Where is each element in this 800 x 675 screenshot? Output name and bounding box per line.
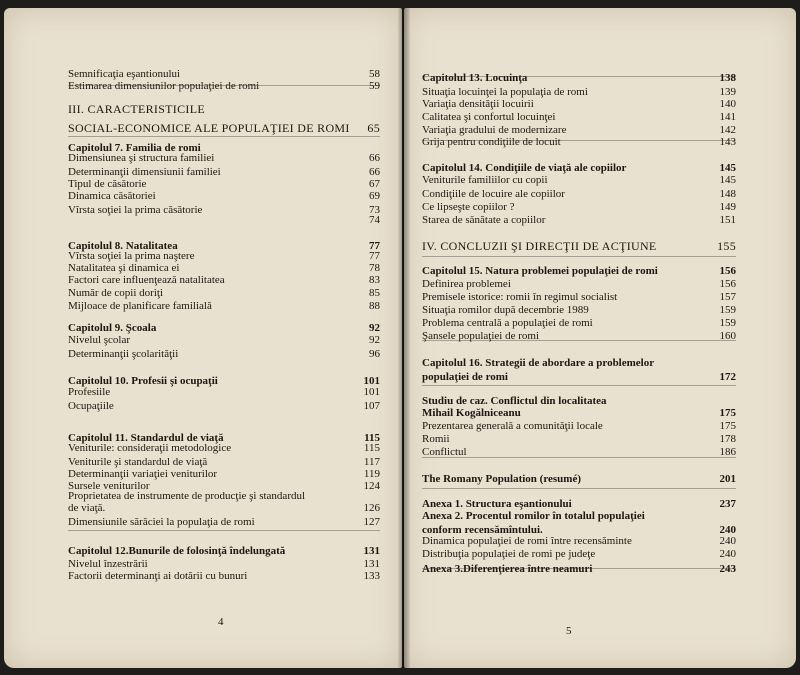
toc-entry-page: 157 — [719, 291, 736, 303]
toc-entry-title: Starea de sănătate a copiilor — [422, 214, 546, 226]
toc-entry-page: 141 — [719, 111, 736, 123]
toc-entry-title: Capitolul 10. Profesii şi ocupaţii — [68, 375, 218, 387]
toc-entry-page: 133 — [363, 570, 380, 582]
toc-entry-title: The Romany Population (resumé) — [422, 473, 581, 485]
toc-entry-title: Capitolul 16. Strategii de abordare a problemelor — [422, 357, 655, 369]
toc-entry-page: 237 — [719, 498, 736, 510]
toc-entry-title: Capitolul 15. Natura problemei populaţiei de romi — [422, 265, 658, 277]
toc-entry-page: 140 — [719, 98, 736, 110]
toc-entry-title: Definirea problemei — [422, 278, 511, 290]
toc-entry-title: Situaţia romilor după decembrie 1989 — [422, 304, 589, 316]
toc-entry-title: Determinanţii şcolarităţii — [68, 348, 179, 360]
toc-entry-title: Dinamica căsătoriei — [68, 190, 156, 202]
toc-entry-page: 88 — [369, 300, 380, 312]
toc-entry-page: 156 — [719, 265, 736, 277]
toc-entry-title: conform recensămîntului. — [422, 524, 543, 536]
toc-entry-page: 124 — [363, 480, 380, 492]
right-page-number: 5 — [566, 625, 572, 637]
toc-entry-title: Veniturile familiilor cu copii — [422, 174, 548, 186]
toc-entry-title: Factorii determinanţi ai dotării cu bunuri — [68, 570, 248, 582]
toc-entry-title: Capitolul 8. Natalitatea — [68, 240, 178, 252]
toc-entry-title: Capitolul 9. Şcoala — [68, 322, 157, 334]
toc-entry-title: Dimensiunile sărăciei la populaţia de romi — [68, 516, 255, 528]
toc-entry-page: 178 — [719, 433, 736, 445]
toc-entry-title: populaţiei de romi — [422, 371, 508, 383]
toc-entry-title: Semnificaţia eşantionului — [68, 68, 181, 80]
toc-entry-page: 85 — [369, 287, 380, 299]
toc-entry-page: 115 — [364, 432, 380, 444]
toc-entry-page: 66 — [369, 152, 380, 164]
toc-entry-page: 67 — [369, 178, 380, 190]
toc-entry-title: Natalitatea şi dinamica ei — [68, 262, 180, 274]
toc-entry-title: Proprietatea de instrumente de producţie şi standardul — [68, 490, 306, 502]
toc-entry-title: Mihail Kogălniceanu — [422, 407, 521, 419]
toc-entry-page: 127 — [363, 516, 380, 528]
toc-entry-page: 240 — [719, 524, 736, 536]
toc-entry-page: 240 — [719, 548, 736, 560]
divider-line — [68, 85, 380, 86]
toc-entry-title: Ocupaţiile — [68, 400, 114, 412]
toc-entry-page: 59 — [369, 80, 380, 92]
toc-entry-title: Capitolul 13. Locuinţa — [422, 72, 528, 84]
toc-entry-page: 159 — [719, 304, 736, 316]
divider-line — [422, 457, 736, 458]
toc-entry-title: Vîrsta soţiei la prima naştere — [68, 250, 195, 262]
toc-entry-title: Nivelul înzestrării — [68, 558, 148, 570]
toc-entry-page: 148 — [719, 188, 736, 200]
toc-entry-page: 77 — [369, 240, 380, 252]
divider-line — [422, 140, 736, 141]
divider-line — [422, 568, 736, 569]
toc-entry-title: SOCIAL-ECONOMICE ALE POPULAŢIEI DE ROMI — [68, 121, 350, 135]
toc-entry-page: 92 — [369, 322, 380, 334]
toc-entry-page: 201 — [719, 473, 736, 485]
toc-entry-title: Şansele populaţiei de romi — [422, 330, 539, 342]
toc-entry-title: Factori care influenţează natalitatea — [68, 274, 225, 286]
divider-line — [422, 385, 736, 386]
toc-entry-page: 131 — [363, 558, 380, 570]
toc-entry-page: 83 — [369, 274, 380, 286]
toc-entry-title: Capitolul 11. Standardul de viaţă — [68, 432, 224, 444]
toc-entry-title: Profesiile — [68, 386, 111, 398]
toc-entry-title: Condiţiile de locuire ale copiilor — [422, 188, 565, 200]
toc-entry-page: 156 — [719, 278, 736, 290]
toc-entry-page: 186 — [719, 446, 736, 458]
divider-line — [68, 136, 380, 137]
toc-entry-title: Veniturile şi standardul de viaţă — [68, 456, 208, 468]
left-page-number: 4 — [218, 616, 224, 628]
toc-entry-title: de viaţă. — [68, 502, 106, 514]
toc-entry-title: Anexa 2. Procentul romilor în totalul populaţiei — [422, 510, 645, 522]
toc-entry-page: 145 — [719, 162, 736, 174]
toc-entry-title: Veniturile: consideraţii metodologice — [68, 442, 232, 454]
toc-entry-page: 126 — [363, 502, 380, 514]
toc-entry-title: Tipul de căsătorie — [68, 178, 147, 190]
toc-entry-page: 139 — [719, 86, 736, 98]
toc-entry-title: IV. CONCLUZII ŞI DIRECŢII DE ACŢIUNE — [422, 239, 657, 253]
toc-entry-page: 96 — [369, 348, 380, 360]
toc-entry-title: Vîrsta soţiei la prima căsătorie — [68, 204, 203, 216]
toc-entry-title: Studiu de caz. Conflictul din localitatea — [422, 395, 607, 407]
toc-entry-page: 175 — [719, 420, 736, 432]
divider-line — [422, 76, 736, 77]
toc-entry-page: 243 — [719, 563, 736, 575]
toc-entry-page: 175 — [719, 407, 736, 419]
toc-entry-title: Variaţia gradului de modernizare — [422, 124, 567, 136]
toc-entry-title: Estimarea dimensiunilor populaţiei de romi — [68, 80, 260, 92]
toc-entry-page: 172 — [719, 371, 736, 383]
toc-entry-title: Ce lipseşte copiilor ? — [422, 201, 515, 213]
toc-entry-title: Prezentarea generală a comunităţii locale — [422, 420, 603, 432]
toc-entry-page: 143 — [719, 136, 736, 148]
toc-entry-page: 101 — [363, 375, 380, 387]
toc-entry-page: 119 — [363, 468, 380, 480]
toc-entry-page: 115 — [363, 442, 380, 454]
toc-entry-page: 240 — [719, 535, 736, 547]
divider-line — [68, 530, 380, 531]
toc-entry-title: Dimensiunea şi structura familiei — [68, 152, 215, 164]
toc-entry-page: 92 — [369, 334, 380, 346]
toc-entry-title: Anexa 1. Structura eşantionului — [422, 498, 572, 510]
toc-entry-title: Sursele veniturilor — [68, 480, 150, 492]
toc-entry-title: Determinanţii dimensiunii familiei — [68, 166, 221, 178]
toc-entry-title: III. CARACTERISTICILE — [68, 102, 205, 116]
toc-entry-page: 78 — [369, 262, 380, 274]
toc-entry-page: 65 — [367, 121, 380, 135]
toc-entry-title: Situaţia locuinţei la populaţia de romi — [422, 86, 588, 98]
toc-entry-page: 149 — [719, 201, 736, 213]
toc-entry-page: 117 — [363, 456, 380, 468]
toc-entry-title: Romii — [422, 433, 450, 445]
toc-entry-page: 101 — [363, 386, 380, 398]
toc-entry-page: 159 — [719, 317, 736, 329]
toc-entry-page: 69 — [369, 190, 380, 202]
toc-entry-page: 155 — [717, 239, 736, 253]
toc-entry-title: Nivelul şcolar — [68, 334, 131, 346]
toc-entry-title: Problema centrală a populaţiei de romi — [422, 317, 593, 329]
divider-line — [422, 488, 736, 489]
divider-line — [422, 256, 736, 257]
toc-entry-page: 73 — [369, 204, 380, 216]
toc-entry-page: 107 — [363, 400, 380, 412]
toc-entry-page: 145 — [719, 174, 736, 186]
toc-entry-page: 66 — [369, 166, 380, 178]
toc-entry-title: Distribuţia populaţiei de romi pe judeţe — [422, 548, 596, 560]
divider-line — [422, 340, 736, 341]
toc-entry-title: Capitolul 14. Condiţiile de viaţă ale copiilor — [422, 162, 627, 174]
book-gutter — [398, 8, 410, 668]
toc-entry-page: 77 — [369, 250, 380, 262]
toc-entry-title: Capitolul 7. Familia de romi — [68, 142, 201, 154]
toc-entry-title: Calitatea şi confortul locuinţei — [422, 111, 556, 123]
toc-entry-title: Capitolul 12.Bunurile de folosinţă îndelungată — [68, 545, 286, 557]
toc-entry-page: 138 — [719, 72, 736, 84]
toc-entry-title: Anexa 3.Diferenţierea între neamuri — [422, 563, 593, 575]
toc-entry-page: 151 — [719, 214, 736, 226]
toc-entry-title: Conflictul — [422, 446, 467, 458]
toc-entry-title: Determinanţii variaţiei veniturilor — [68, 468, 218, 480]
toc-entry-title: Dinamica populaţiei de romi între recensăminte — [422, 535, 632, 547]
toc-entry-title: Variaţia densităţii locuirii — [422, 98, 534, 110]
toc-entry-title: Număr de copii doriţi — [68, 287, 164, 299]
toc-entry-page: 142 — [719, 124, 736, 136]
toc-entry-page: 160 — [719, 330, 736, 342]
toc-entry-page: 131 — [363, 545, 380, 557]
toc-entry-page: 58 — [369, 68, 380, 80]
toc-entry-page: 74 — [369, 214, 380, 226]
toc-entry-title: Premisele istorice: romii în regimul socialist — [422, 291, 618, 303]
toc-entry-title: Grija pentru condiţiile de locuit — [422, 136, 561, 148]
toc-entry-title: Mijloace de planificare familială — [68, 300, 212, 312]
